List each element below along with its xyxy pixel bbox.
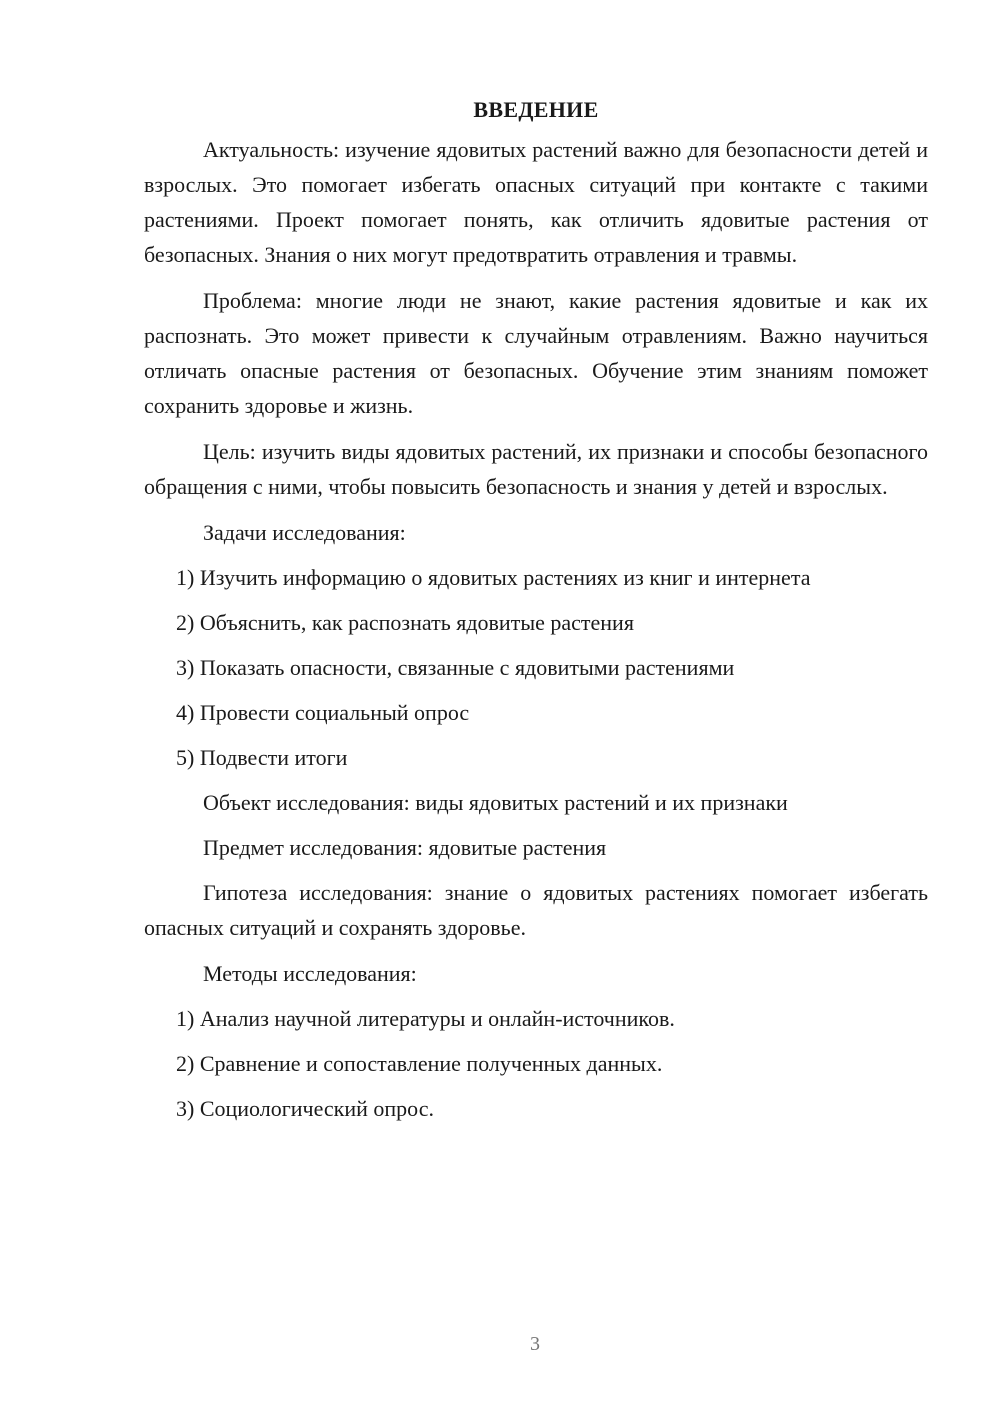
document-page — [144, 90, 928, 1136]
task-item: 3) Показать опасности, связанные с ядовитыми растениями — [176, 655, 735, 680]
research-subject: Предмет исследования: ядовитые растения — [203, 835, 607, 860]
goal-paragraph: Цель: изучить виды ядовитых растений, их признаки и способы безопасного обращения с ними, чтобы повысить безопасность и знания у детей и взрослых. — [144, 439, 928, 499]
task-item: 2) Объяснить, как распознать ядовитые растения — [176, 610, 634, 635]
method-item: 1) Анализ научной литературы и онлайн-источников. — [176, 1006, 675, 1031]
task-item: 5) Подвести итоги — [176, 745, 348, 770]
page-title: ВВЕДЕНИЕ — [473, 97, 599, 122]
methods-heading: Методы исследования: — [203, 961, 417, 986]
task-item: 1) Изучить информацию о ядовитых растениях из книг и интернета — [176, 565, 811, 590]
research-object: Объект исследования: виды ядовитых растений и их признаки — [203, 790, 788, 815]
problem-paragraph: Проблема: многие люди не знают, какие растения ядовитые и как их распознать. Это может привести к случайным отравлениям. Важно научиться отличать опасные растения от безопасных. Обучение этим знаниям поможет сохранить здоровье и жизнь. — [144, 288, 928, 418]
method-item: 2) Сравнение и сопоставление полученных данных. — [176, 1051, 663, 1076]
page-number: 3 — [530, 1333, 540, 1355]
tasks-list — [144, 560, 928, 775]
hypothesis-paragraph: Гипотеза исследования: знание о ядовитых растениях помогает избегать опасных ситуаций и сохранять здоровье. — [144, 880, 928, 940]
methods-list — [144, 1001, 928, 1126]
tasks-heading: Задачи исследования: — [203, 520, 406, 545]
relevance-paragraph: Актуальность: изучение ядовитых растений важно для безопасности детей и взрослых. Это помогает избегать опасных ситуаций при контакте с такими растениями. Проект помогает понять, как отличить ядовитые растения от безопасных. Знания о них могут предотвратить отравления и травмы. — [144, 137, 928, 267]
method-item: 3) Социологический опрос. — [176, 1096, 434, 1121]
task-item: 4) Провести социальный опрос — [176, 700, 470, 725]
